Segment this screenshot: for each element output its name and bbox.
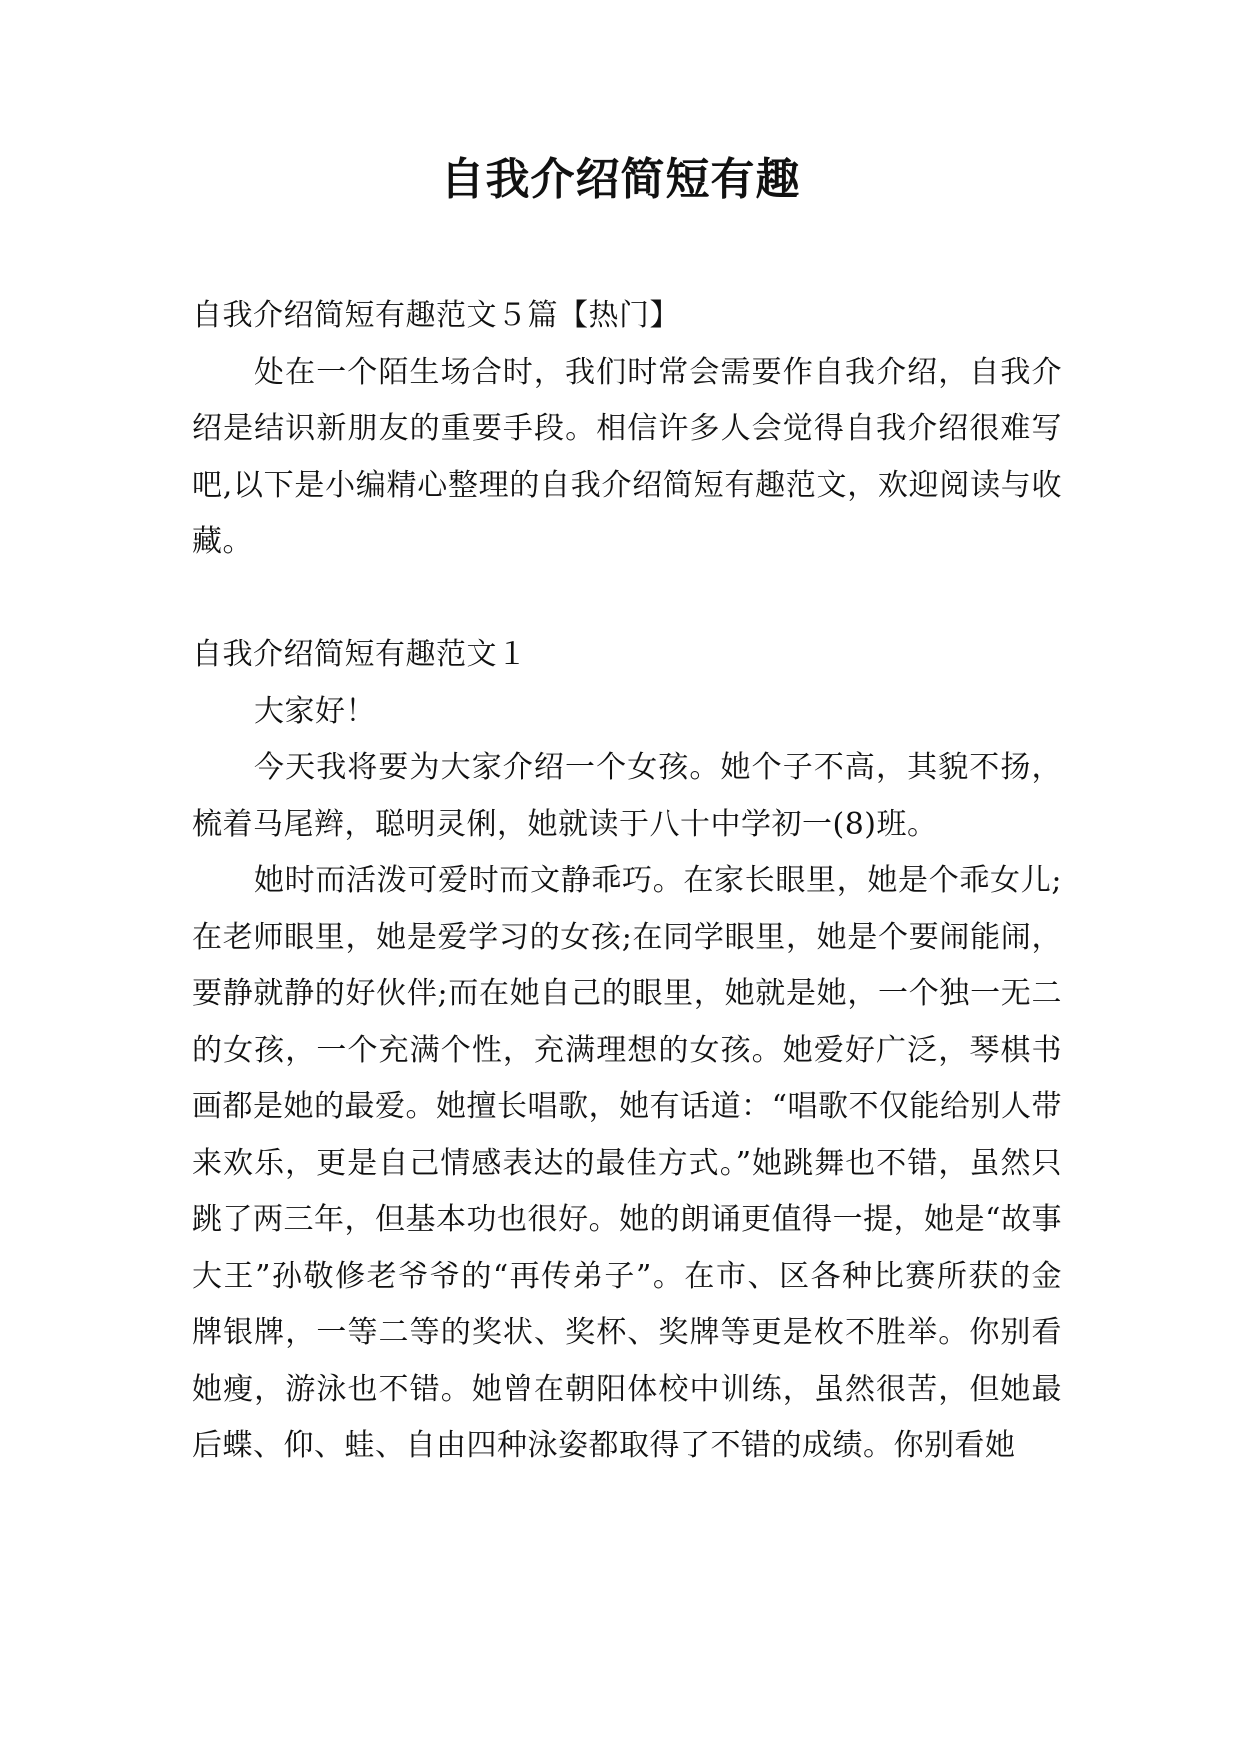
paragraph-spacer <box>192 571 1062 628</box>
document-body <box>192 288 1062 1475</box>
body-paragraph-2: 她时而活泼可爱时而文静乖巧。在家长眼里，她是个乖女儿;在老师眼里，她是爱学习的女孩;在同学眼里，她是个要闹能闹，要静就静的好伙伴;而在她自己的眼里，她就是她，一个独一无二的女孩，一个充满个性，充满理想的女孩。她爱好广泛，琴棋书画都是她的最爱。她擅长唱歌，她有话道：“唱歌不仅能给别人带来欢乐，更是自己情感表达的最佳方式。”她跳舞也不错，虽然只跳了两三年，但基本功也很好。她的朗诵更值得一提，她是“故事大王”孙敬修老爷爷的“再传弟子”。在市、区各种比赛所获的金牌银牌，一等二等的奖状、奖杯、奖牌等更是枚不胜举。你别看她瘦，游泳也不错。她曾在朝阳体校中训练，虽然很苦，但她最后蝶、仰、蛙、自由四种泳姿都取得了不错的成绩。你别看她 <box>192 863 1062 1463</box>
section-heading: 自我介绍简短有趣范文１ <box>192 637 528 672</box>
document-title: 自我介绍简短有趣 <box>440 154 801 205</box>
intro-paragraph: 处在一个陌生场合时，我们时常会需要作自我介绍，自我介绍是结识新朋友的重要手段。相信许多人会觉得自我介绍很难写吧,以下是小编精心整理的自我介绍简短有趣范文，欢迎阅读与收藏。 <box>192 354 1062 559</box>
document-subtitle: 自我介绍简短有趣范文５篇【热门】 <box>192 298 680 333</box>
body-paragraph-1: 今天我将要为大家介绍一个女孩。她个子不高，其貌不扬，梳着马尾辫，聪明灵俐，她就读于八十中学初一(8)班。 <box>192 750 1062 842</box>
greeting-paragraph: 大家好！ <box>254 693 376 729</box>
